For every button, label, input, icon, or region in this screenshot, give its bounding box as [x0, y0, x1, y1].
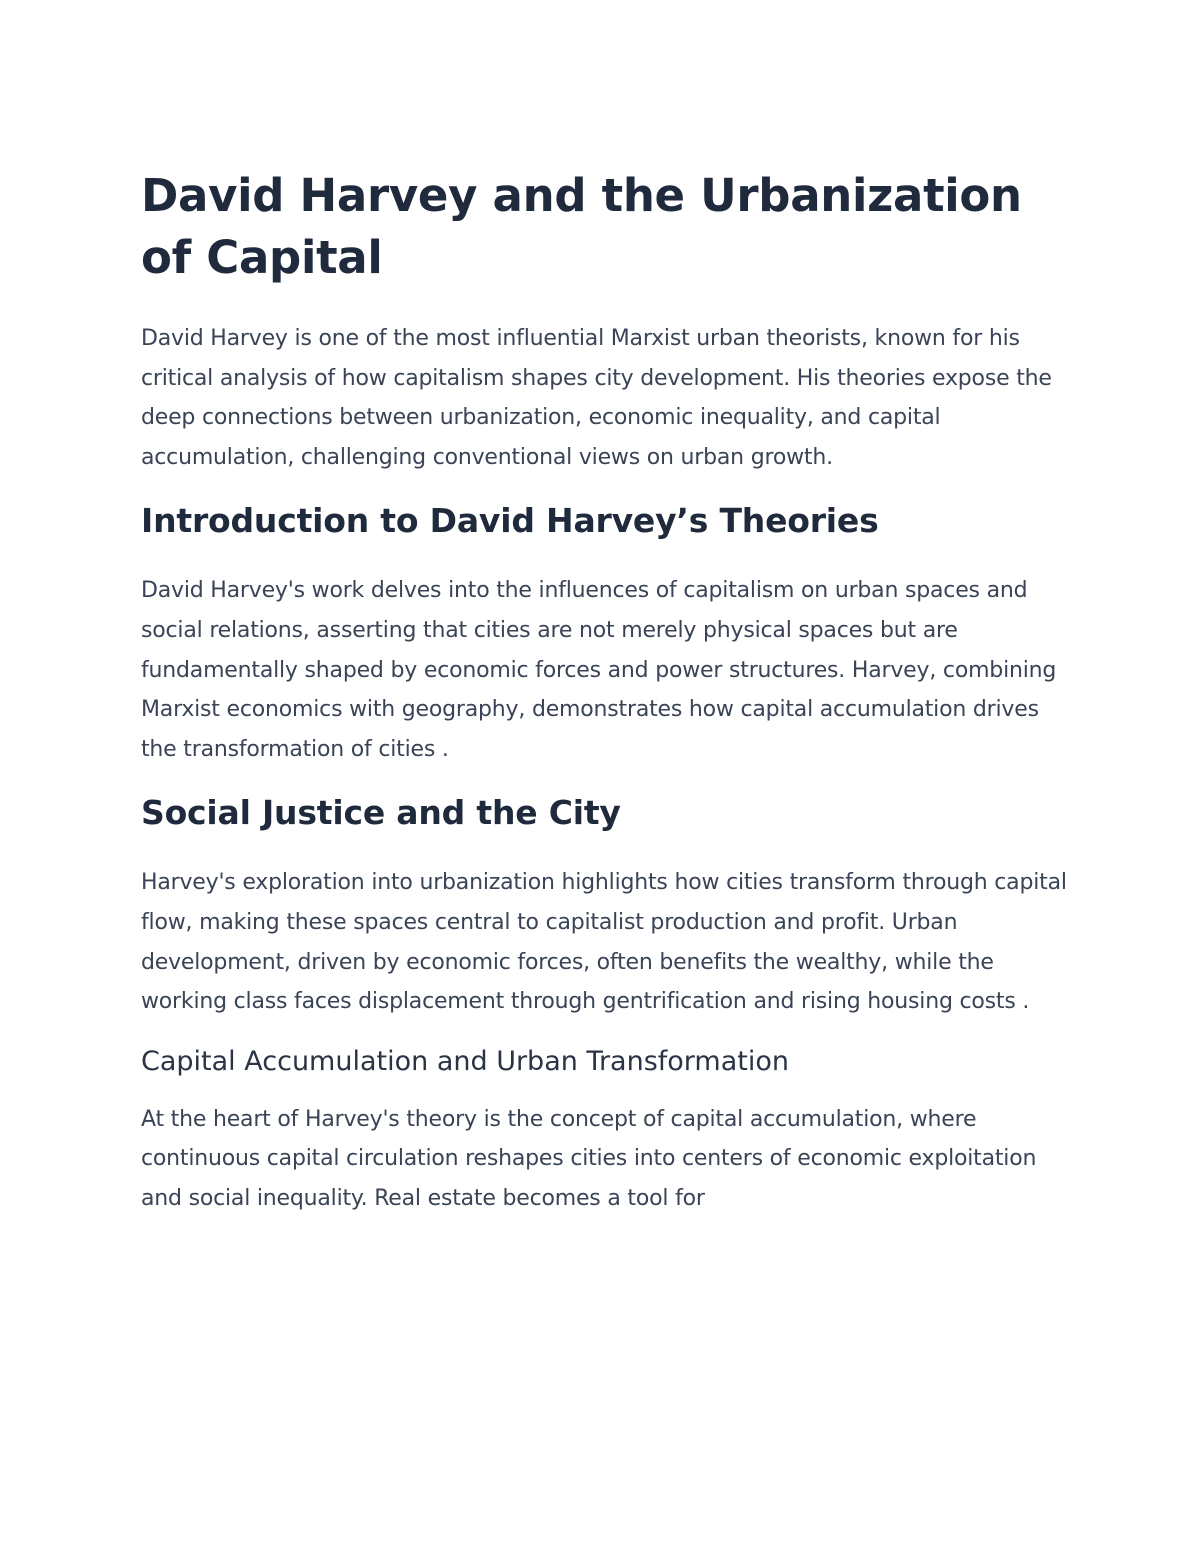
section-paragraph-introduction: David Harvey's work delves into the influences of capitalism on urban spaces and social relations, asserting that cities are not merely physical spaces but are fundamentally shaped by economic forces and power structures. Harvey, combining Marxist economics with geography, demonstrates how capital accumulation drives the transformation of cities .: [141, 578, 1057, 762]
subsection-paragraph-capital-accumulation: At the heart of Harvey's theory is the concept of capital accumulation, where continuous capital circulation reshapes cities into centers of economic exploitation and social inequality. Real estate becomes a tool for: [141, 1106, 1037, 1211]
section-heading-social-justice: Social Justice and the City: [141, 793, 621, 833]
document-content: [141, 165, 1071, 1241]
section-paragraph-social-justice: Harvey's exploration into urbanization highlights how cities transform through capital flow, making these spaces central to capitalist production and profit. Urban development, driven by economic forces, often benefits the wealthy, while the working class faces displacement through gentrification and rising housing costs .: [141, 870, 1067, 1015]
section-heading-introduction: Introduction to David Harvey’s Theories: [141, 501, 879, 541]
document-title: David Harvey and the Urbanization of Capital: [141, 169, 1022, 284]
subsection-heading-capital-accumulation: Capital Accumulation and Urban Transformation: [141, 1045, 789, 1077]
intro-paragraph: David Harvey is one of the most influential Marxist urban theorists, known for his critical analysis of how capitalism shapes city development. His theories expose the deep connections between urbanization, economic inequality, and capital accumulation, challenging conventional views on urban growth.: [141, 326, 1052, 470]
